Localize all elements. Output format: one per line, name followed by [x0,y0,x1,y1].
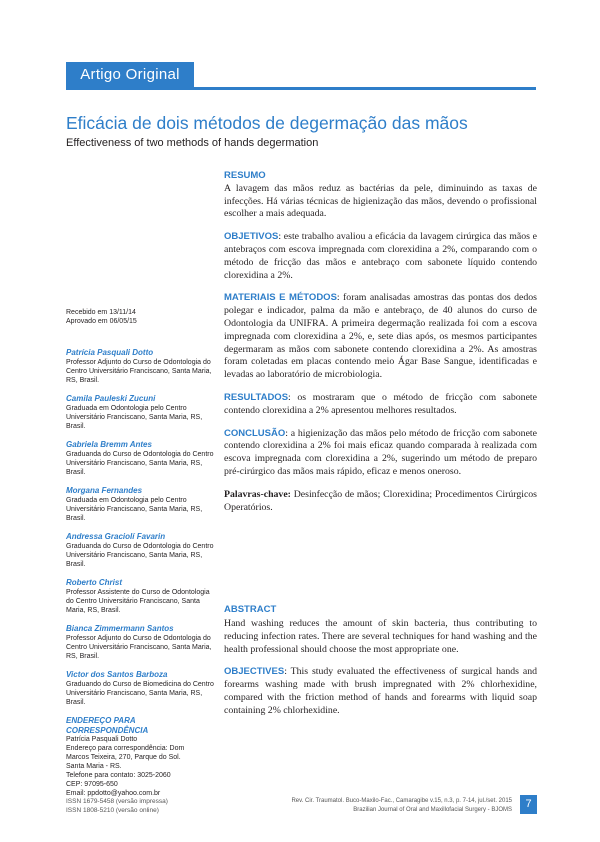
resultados-label: RESULTADOS [224,391,289,403]
author-affiliation: Graduanda do Curso de Odontologia do Centro Universitário Franciscano, Santa Maria, RS, Brasil. [66,543,214,568]
author-name: Victor dos Santos Barboza [66,670,168,679]
author-name: Camila Pauleski Zucuni [66,394,156,403]
materiais-text: : foram analisadas amostras das pontas dos dedos polegar e indicador, palma da mão e antebraço, de 40 alunos do curso de Odontologia da UNIFRA. A primeira degermação realizada foi com a escova impregnada com clorexidina a 2%, e, sete dias após, os mesmos participantes degermaram as mãos com sabonete contendo clorexidina a 2%. As amostras foram coletadas em placas contendo meio Ágar Base Sangue, identificadas e levadas ao laboratório de microbiologia. [224,292,537,381]
author-affiliation: Professor Adjunto do Curso de Odontologia do Centro Universitário Franciscano, Santa Maria, RS, Brasil. [66,635,212,660]
address-line: Santa Maria - RS. [66,763,122,770]
received-date: Recebido em 13/11/14 [66,309,136,316]
resumo-objetivos [224,231,537,282]
conclusao-label: CONCLUSÃO [224,427,286,439]
abstract-objectives [224,666,537,717]
article-subtitle: Effectiveness of two methods of hands degermation [66,137,319,149]
objectives-label: OBJECTIVES [224,666,285,678]
resumo-intro: A lavagem das mãos reduz as bactérias da pele, diminuindo as taxas de infecções. Há várias técnicas de higienização das mãos, devendo o profissional escolher a mais adequada. [224,182,537,220]
journal-name-en: Brazilian Journal of Oral and Maxillofacial Surgery - BJOMS [353,807,512,813]
author-entry [66,348,216,385]
author-affiliation: Graduada em Odontologia pelo Centro Universitário Franciscano, Santa Maria, RS, Brasil. [66,405,203,430]
author-entry [66,440,216,477]
conclusao-text: : a higienização das mãos pelo método de fricção com sabonete contendo clorexidina a 2% foi mais eficaz quando comparada à realizada com escova impregnada com clorexidina a 2%, sugerindo um método de preparo pré-cirúrgico das mãos mais rápido, eficaz e menos oneroso. [224,427,537,477]
article-title: Eficácia de dois métodos de degermação das mãos [66,113,468,133]
author-name: Gabriela Bremm Antes [66,440,152,449]
objectives-text: : This study evaluated the effectiveness of surgical hands and forearms washing made with brush impregnated with 2% chlorhexidine, compared with the friction method of hands and forearms with liquid soap containing 2% chlorhexidine. [224,666,537,716]
author-affiliation: Professor Assistente do Curso de Odontologia do Centro Universitário Franciscano, Santa Maria, RS, Brasil. [66,589,210,614]
author-affiliation: Professor Adjunto do Curso de Odontologia do Centro Universitário Franciscano, Santa Maria, RS, Brasil. [66,359,212,384]
objetivos-label: OBJETIVOS [224,231,279,243]
header-rule [66,87,536,90]
author-name: Bianca Zimmermann Santos [66,624,174,633]
address-line: Marcos Teixeira, 270, Parque do Sol. [66,754,181,761]
author-entry [66,670,216,707]
author-entry [66,624,216,661]
keywords-text: Desinfecção de mãos; Clorexidina; Procedimentos Cirúrgicos Operatórios. [224,488,537,513]
author-name: Andressa Graciolí Favarin [66,532,166,541]
resumo-materiais [224,292,537,382]
journal-citation [290,797,512,815]
resumo-resultados [224,392,537,418]
submission-dates [66,308,216,326]
author-name: Patrícia Pasquali Dotto [66,348,154,357]
author-affiliation: Graduanda do Curso de Odontologia do Centro Universitário Franciscano, Santa Maria, RS, Brasil. [66,451,214,476]
author-affiliation: Graduada em Odontologia pelo Centro Universitário Franciscano, Santa Maria, RS, Brasil. [66,497,203,522]
page-number: 7 [520,795,537,814]
resumo-conclusao [224,428,537,479]
materiais-label: MATERIAIS E MÉTODOS [224,292,337,304]
resumo-keywords [224,489,537,515]
author-sidebar [66,308,216,798]
author-entry [66,532,216,569]
issn-print: ISSN 1679-5458 (versão impressa) [66,798,168,805]
author-entry [66,578,216,615]
issn-online: ISSN 1808-5210 (versão online) [66,807,159,814]
address-line: Telefone para contato: 3025-2060 [66,772,171,779]
address-line: Patrícia Pasquali Dotto [66,736,138,743]
address-line: Endereço para correspondência: Dom [66,745,185,752]
correspondence-address [66,716,216,798]
abstract-section [224,618,537,728]
author-name: Morgana Fernandes [66,486,143,495]
address-heading-line-2: CORRESPONDÊNCIA [66,725,149,735]
resumo-section [224,170,537,524]
abstract-heading: ABSTRACT [224,604,277,615]
issn-block [66,797,266,815]
citation-line: Rev. Cir. Traumatol. Buco-Maxilo-Fac., Camaragibe v.15, n.3, p. 7-14, jul./set. 2015 [291,798,512,804]
section-label-box [66,62,194,88]
keywords-label: Palavras-chave: [224,488,291,500]
abstract-intro: Hand washing reduces the amount of skin bacteria, thus contributing to reducing infection rates. There are several techniques for hand washing and the health professional should choose the most appropriate one. [224,618,537,655]
approved-date: Aprovado em 06/05/15 [66,318,137,325]
author-entry [66,486,216,523]
author-entry [66,394,216,431]
author-affiliation: Graduando do Curso de Biomedicina do Centro Universitário Franciscano, Santa Maria, RS, Brasil. [66,681,214,706]
resumo-heading: RESUMO [224,170,266,181]
section-label: Artigo Original [80,66,180,83]
author-name: Roberto Christ [66,578,122,587]
address-heading-line-1: ENDEREÇO PARA [66,716,136,725]
address-line: CEP: 97095-650 [66,781,118,788]
resultados-text: : os mostraram que o método de fricção com sabonete contendo clorexidina a 2% apresentou melhores resultados. [224,391,537,416]
contact-email[interactable]: Email: ppdotto@yahoo.com.br [66,790,161,797]
objetivos-text: : este trabalho avaliou a eficácia da lavagem cirúrgica das mãos e antebraços com escova impregnada com clorexidina a 2%, comparando com o método de fricção das mãos e antebraço com sabonete líquido contendo clorexidina a 2%. [224,231,537,281]
